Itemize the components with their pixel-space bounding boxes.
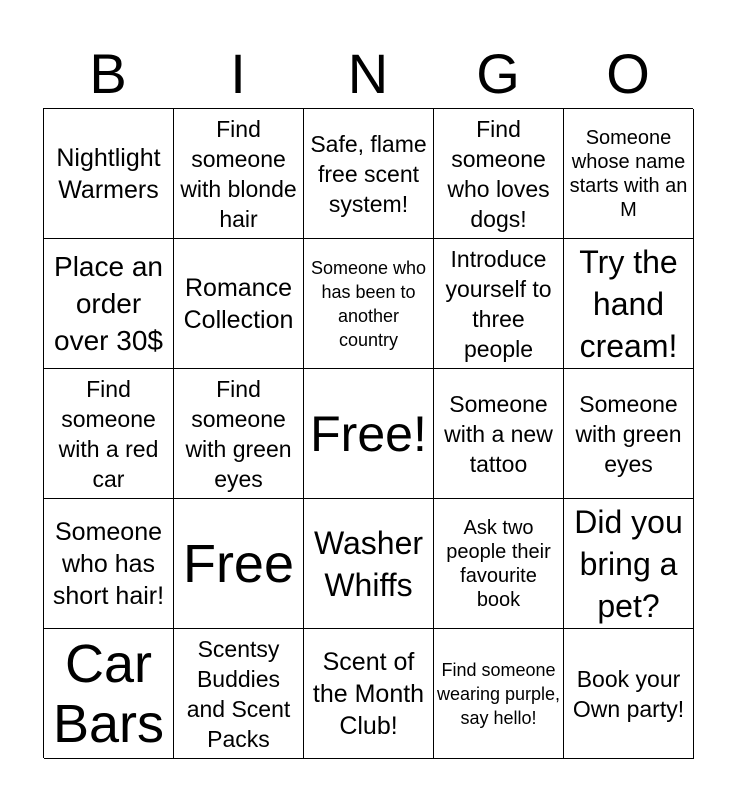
bingo-cell-r1-c2[interactable] — [174, 109, 304, 239]
cell-text: Someone whose name starts with an M — [569, 126, 688, 221]
bingo-cell-r2-c4[interactable] — [434, 239, 564, 369]
bingo-cell-r4-c5[interactable] — [564, 499, 694, 629]
bingo-cell-r2-c3[interactable] — [304, 239, 434, 369]
cell-text: Ask two people their favourite book — [446, 516, 551, 611]
cell-text: Introduce yourself to three people — [445, 245, 552, 362]
cell-text: Find someone who loves dogs! — [447, 115, 550, 232]
cell-text: Free — [182, 533, 295, 594]
bingo-cell-r4-c3[interactable] — [304, 499, 434, 629]
bingo-cell-r3-c3 free-space[interactable] — [304, 369, 434, 499]
cell-text: Did you bring a pet? — [574, 503, 683, 624]
cell-text: Romance Collection — [183, 273, 294, 334]
bingo-cell-r5-c1[interactable] — [44, 629, 174, 759]
cell-text: Find someone with blonde hair — [180, 115, 297, 232]
header-letter-n: N — [347, 42, 389, 105]
bingo-cell-r4-c4[interactable] — [434, 499, 564, 629]
bingo-cell-r1-c5[interactable] — [564, 109, 694, 239]
cell-text: Scent of the Month Club! — [312, 647, 425, 740]
header-letter-g: G — [476, 42, 520, 105]
cell-text: Someone with green eyes — [575, 390, 682, 477]
cell-text: Someone with a new tattoo — [444, 390, 553, 477]
bingo-cell-r3-c4[interactable] — [434, 369, 564, 499]
bingo-cell-r5-c5[interactable] — [564, 629, 694, 759]
bingo-cell-r1-c1[interactable] — [44, 109, 174, 239]
header-letter-o: O — [606, 42, 650, 105]
cell-text: Free! — [310, 405, 427, 462]
bingo-cell-r4-c2 free-space[interactable] — [174, 499, 304, 629]
bingo-cell-r2-c2[interactable] — [174, 239, 304, 369]
cell-text: Book your Own party! — [572, 665, 685, 722]
cell-text: Washer Whiffs — [313, 524, 424, 603]
cell-text: Try the hand cream! — [579, 243, 678, 364]
cell-text: Car Bars — [52, 633, 165, 754]
cell-text: Nightlight Warmers — [56, 143, 161, 204]
cell-text: Someone who has short hair! — [52, 517, 165, 610]
bingo-cell-r1-c4[interactable] — [434, 109, 564, 239]
bingo-cell-r3-c5[interactable] — [564, 369, 694, 499]
bingo-cell-r2-c1[interactable] — [44, 239, 174, 369]
bingo-header — [43, 40, 693, 108]
bingo-cell-r5-c3[interactable] — [304, 629, 434, 759]
bingo-board — [43, 108, 693, 758]
header-letter-b: B — [89, 42, 127, 105]
bingo-cell-r3-c1[interactable] — [44, 369, 174, 499]
bingo-cell-r4-c1[interactable] — [44, 499, 174, 629]
bingo-cell-r1-c3[interactable] — [304, 109, 434, 239]
bingo-cell-r5-c4[interactable] — [434, 629, 564, 759]
header-letter-i: I — [230, 42, 246, 105]
bingo-cell-r2-c5[interactable] — [564, 239, 694, 369]
cell-text: Safe, flame free scent system! — [310, 130, 427, 217]
cell-text: Find someone with green eyes — [185, 375, 292, 492]
bingo-cell-r5-c2[interactable] — [174, 629, 304, 759]
cell-text: Someone who has been to another country — [310, 257, 427, 350]
bingo-cell-r3-c2[interactable] — [174, 369, 304, 499]
cell-text: Scentsy Buddies and Scent Packs — [186, 635, 291, 752]
cell-text: Place an order over 30$ — [54, 251, 163, 356]
cell-text: Find someone with a red car — [58, 375, 159, 492]
cell-text: Find someone wearing purple, say hello! — [436, 659, 561, 728]
